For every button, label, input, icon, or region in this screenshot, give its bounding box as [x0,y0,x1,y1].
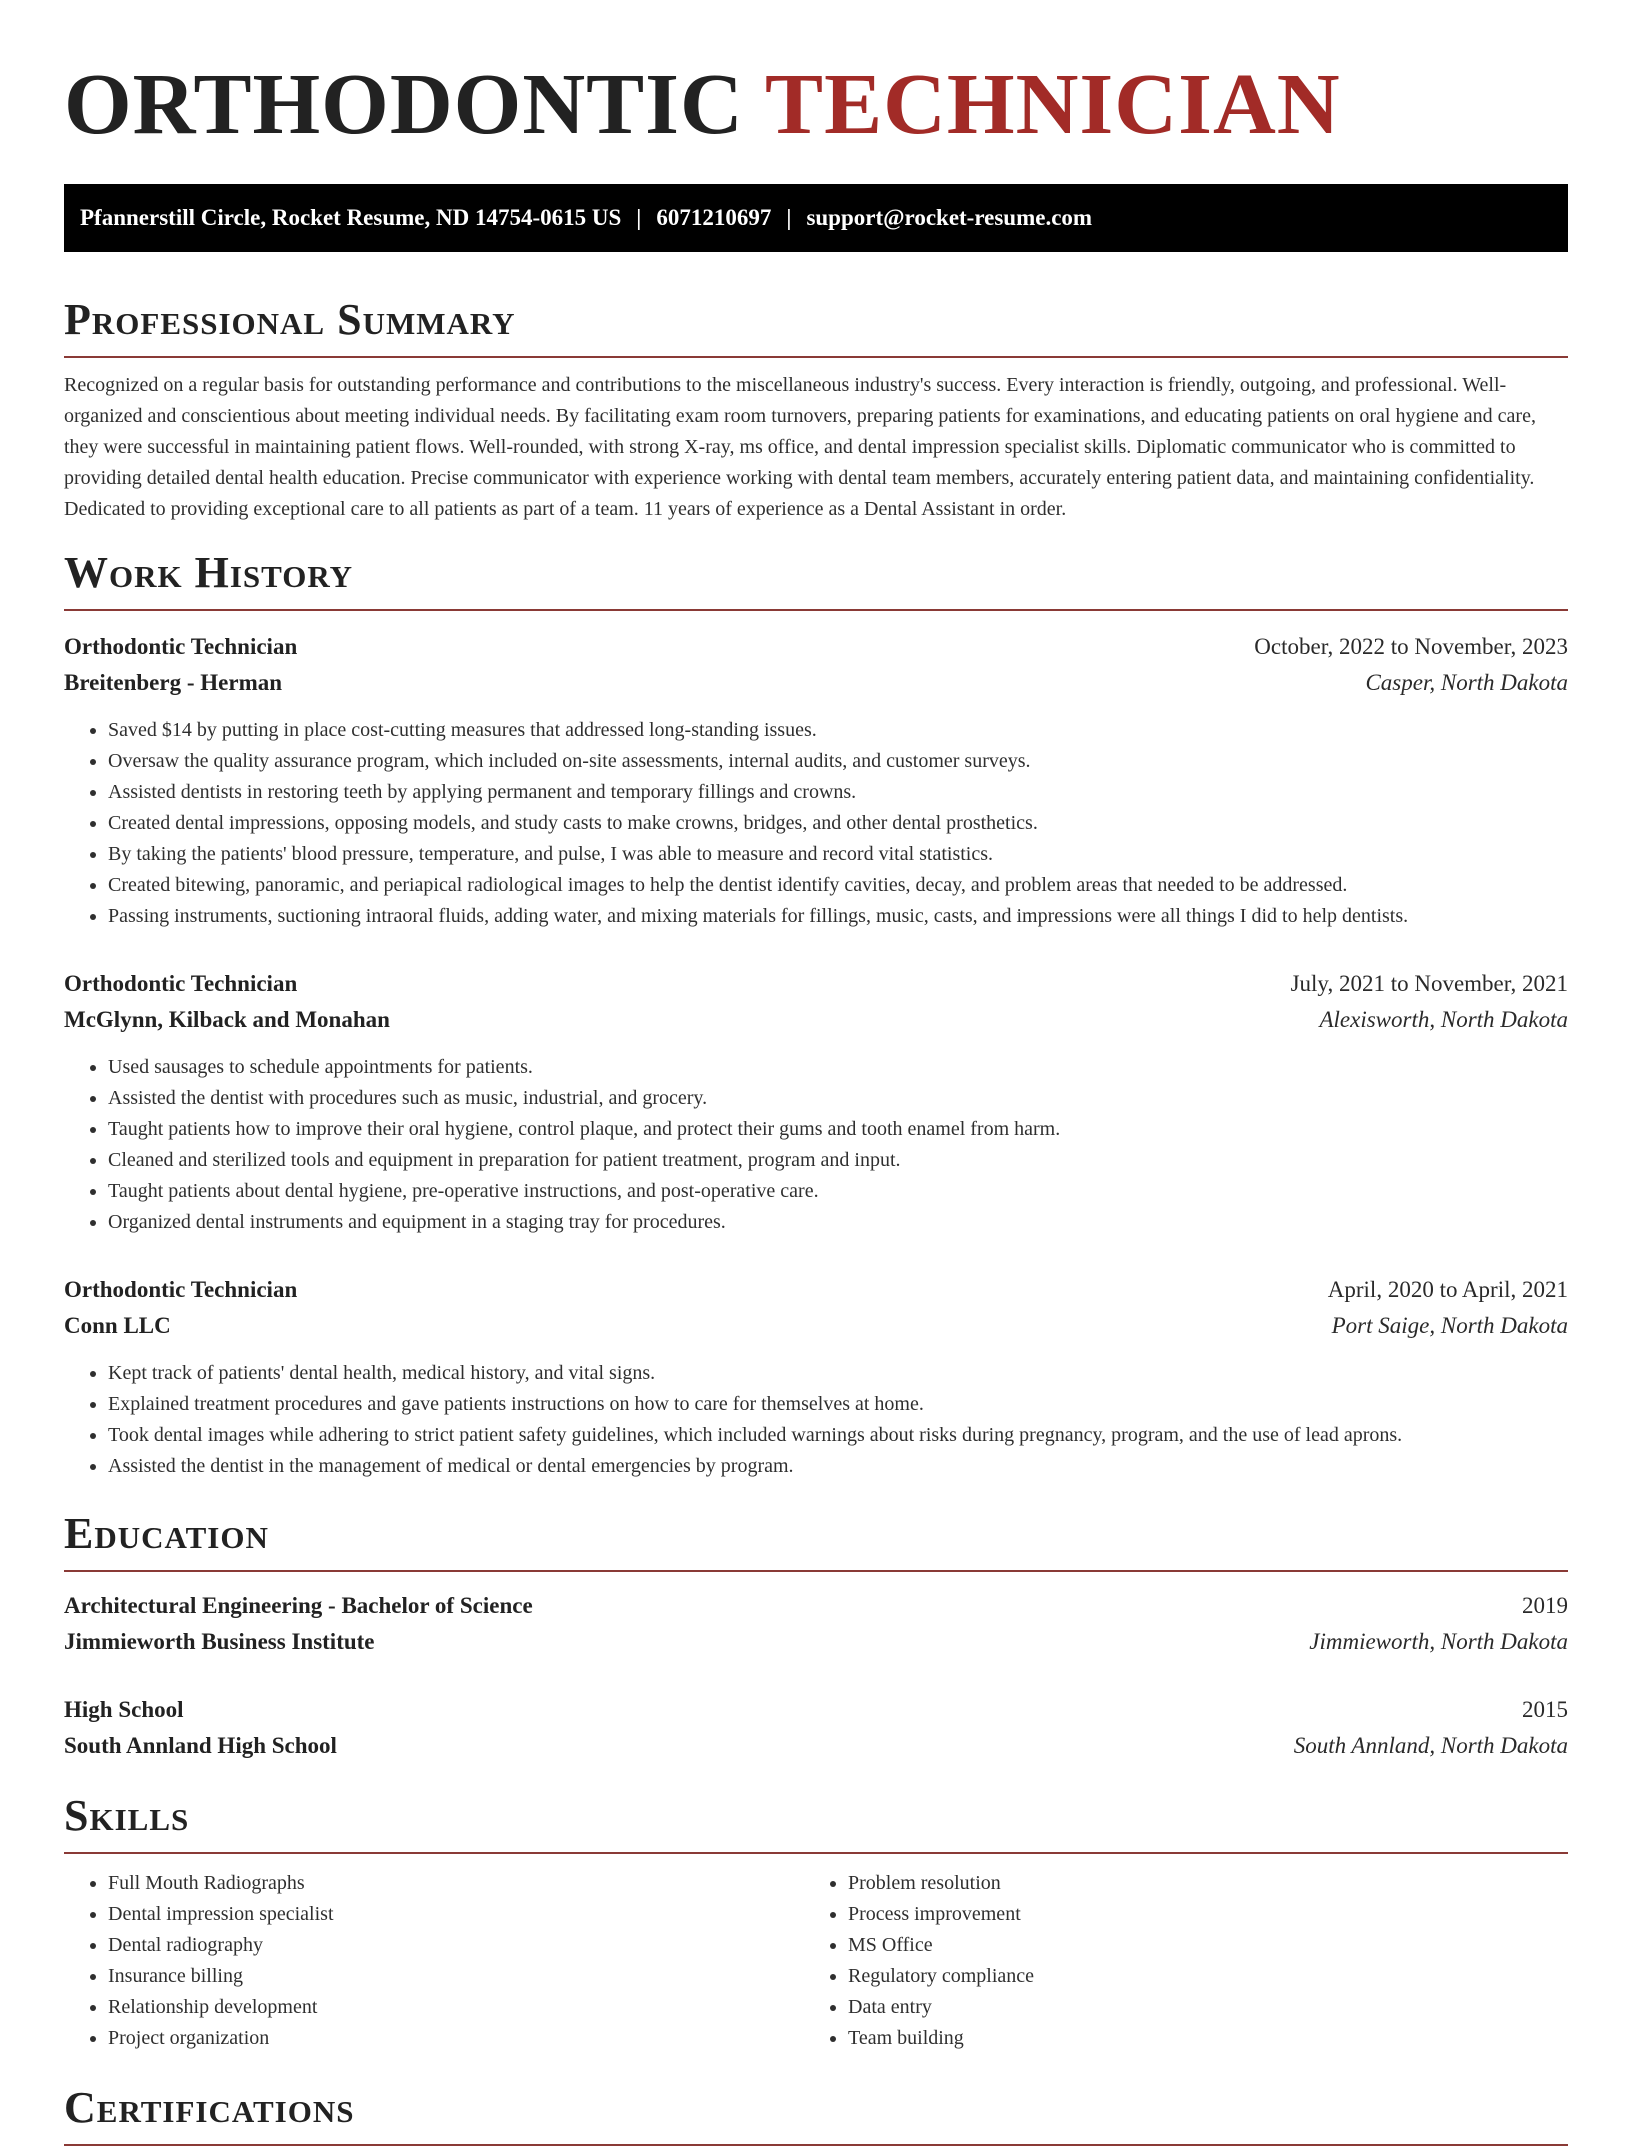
job-location: Casper, North Dakota [1365,670,1568,695]
contact-separator: | [636,205,642,230]
job-bullet: • Passing instruments, suctioning intraoral fluids, adding water, and mixing materials for fillings, music, casts, and impressions were all things I did to help dentists. [108,901,1568,932]
edu-location: Jimmieworth, North Dakota [1309,1629,1568,1654]
job-bullet: • Created bitewing, panoramic, and periapical radiological images to help the dentist identify cavities, decay, and problem areas that needed to be addressed. [108,870,1568,901]
contact-bar [64,184,1568,252]
job-bullet: • Taught patients how to improve their oral hygiene, control plaque, and protect their gums and tooth enamel from harm. [108,1114,1568,1145]
job-entry [64,629,1568,932]
edu-school: Jimmieworth Business Institute [64,1629,375,1654]
job-role: Orthodontic Technician [64,634,298,659]
skill-item: • Dental impression specialist [108,1899,804,1930]
education-entry [64,1588,1568,1660]
job-dates: April, 2020 to April, 2021 [1327,1277,1568,1302]
job-bullet: • Oversaw the quality assurance program, which included on-site assessments, internal audits, and customer surveys. [108,746,1568,777]
job-bullet: • Taught patients about dental hygiene, pre-operative instructions, and post-operative care. [108,1176,1568,1207]
job-bullets [64,715,1568,932]
name-first: ORTHODONTIC [64,55,744,152]
skills-grid [64,1868,1568,2054]
job-dates: October, 2022 to November, 2023 [1254,634,1568,659]
resume-page [64,0,1568,2146]
contact-address: Pfannerstill Circle, Rocket Resume, ND 14754-0615 US [80,205,622,230]
edu-school: South Annland High School [64,1733,337,1758]
job-bullet: • Assisted the dentist in the management of medical or dental emergencies by program. [108,1451,1568,1482]
job-bullets [64,1052,1568,1238]
edu-degree: Architectural Engineering - Bachelor of Science [64,1593,533,1618]
job-bullet: • Created dental impressions, opposing models, and study casts to make crowns, bridges, and other dental prosthetics. [108,808,1568,839]
job-location: Alexisworth, North Dakota [1319,1007,1568,1032]
job-location: Port Saige, North Dakota [1331,1313,1568,1338]
job-company: Breitenberg - Herman [64,670,283,695]
job-bullet: • Assisted dentists in restoring teeth by applying permanent and temporary fillings and crowns. [108,777,1568,808]
edu-location: South Annland, North Dakota [1293,1733,1568,1758]
job-bullet: • Saved $14 by putting in place cost-cutting measures that addressed long-standing issues. [108,715,1568,746]
skill-item: • MS Office [848,1930,1568,1961]
skill-item: • Team building [848,2023,1568,2054]
contact-separator: | [786,205,792,230]
skill-item: • Regulatory compliance [848,1961,1568,1992]
skill-item: • Dental radiography [108,1930,804,1961]
job-entry [64,1272,1568,1482]
job-bullet: • By taking the patients' blood pressure, temperature, and pulse, I was able to measure and record vital statistics. [108,839,1568,870]
name-last: TECHNICIAN [765,55,1341,152]
resume-name [64,55,1568,152]
skill-item: • Process improvement [848,1899,1568,1930]
job-bullets [64,1358,1568,1482]
skills-column-right [804,1868,1568,2054]
job-company: McGlynn, Kilback and Monahan [64,1007,390,1032]
skills-column-left [64,1868,804,2054]
job-role: Orthodontic Technician [64,1277,298,1302]
skill-item: • Project organization [108,2023,804,2054]
job-entry [64,966,1568,1238]
skill-item: • Data entry [848,1992,1568,2023]
job-dates: July, 2021 to November, 2021 [1290,971,1568,996]
skill-item: • Problem resolution [848,1868,1568,1899]
job-bullet: • Took dental images while adhering to strict patient safety guidelines, which included warnings about risks during pregnancy, program, and the use of lead aprons. [108,1420,1568,1451]
job-role: Orthodontic Technician [64,971,298,996]
edu-year: 2019 [1522,1593,1568,1618]
job-bullet: • Assisted the dentist with procedures such as music, industrial, and grocery. [108,1083,1568,1114]
section-title-summary: Professional Summary [64,294,1568,358]
job-bullet: • Used sausages to schedule appointments for patients. [108,1052,1568,1083]
job-bullet: • Cleaned and sterilized tools and equipment in preparation for patient treatment, program and input. [108,1145,1568,1176]
section-title-skills: Skills [64,1790,1568,1854]
skill-item: • Relationship development [108,1992,804,2023]
education-entry [64,1692,1568,1764]
job-bullet: • Organized dental instruments and equipment in a staging tray for procedures. [108,1207,1568,1238]
summary-text: Recognized on a regular basis for outstanding performance and contributions to the miscellaneous industry's success. Every interaction is friendly, outgoing, and professional. Well-organized and conscientious about meeting individual needs. By facilitating exam room turnovers, preparing patients for examinations, and educating patients on oral hygiene and care, they were successful in maintaining patient flows. Well-rounded, with strong X-ray, ms office, and dental impression specialist skills. Diplomatic communicator who is committed to providing detailed dental health education. Precise communicator with experience working with dental team members, accurately entering patient data, and maintaining confidentiality. Dedicated to providing exceptional care to all patients as part of a team. 11 years of experience as a Dental Assistant in order. [64,374,1536,520]
edu-year: 2015 [1522,1697,1568,1722]
section-title-education: Education [64,1508,1568,1572]
job-company: Conn LLC [64,1313,171,1338]
section-title-work-history: Work History [64,547,1568,611]
edu-degree: High School [64,1697,184,1722]
job-bullet: • Kept track of patients' dental health, medical history, and vital signs. [108,1358,1568,1389]
contact-phone: 6071210697 [656,205,772,230]
job-bullet: • Explained treatment procedures and gave patients instructions on how to care for themselves at home. [108,1389,1568,1420]
skill-item: • Insurance billing [108,1961,804,1992]
contact-email: support@rocket-resume.com [806,205,1093,230]
section-title-next: Certifications [64,2082,1568,2146]
skill-item: • Full Mouth Radiographs [108,1868,804,1899]
